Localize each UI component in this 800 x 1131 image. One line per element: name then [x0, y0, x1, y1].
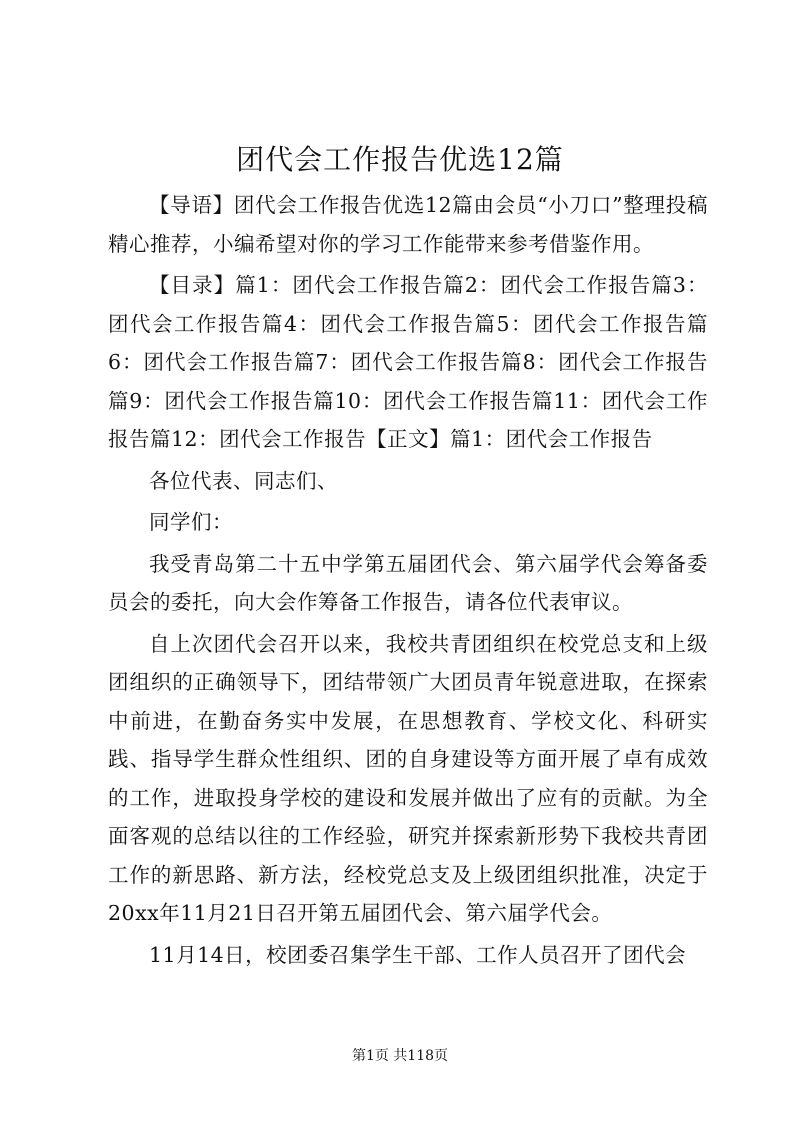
paragraph-intro: 【导语】团代会工作报告优选12篇由会员“小刀口”整理投稿精心推荐，小编希望对你的学习工作能带来参考借鉴作用。: [108, 193, 708, 256]
paragraph-salutation-1: 各位代表、同志们、: [149, 468, 338, 493]
paragraph-background: 自上次团代会召开以来，我校共青团组织在校党总支和上级团组织的正确领导下，团结带领广大团员青年锐意进取，在探索中前进，在勤奋务实中发展，在思想教育、学校文化、科研实践、指导学生群众性组织、团的自身建设等方面开展了卓有成效的工作，进取投身学校的建设和发展并做出了应有的贡献。为全面客观的总结以往的工作经验，研究并探索新形势下我校共青团工作的新思路、新方法，经校党总支及上级团组织批准，决定于20xx年11月21日召开第五届团代会、第六届学代会。: [108, 631, 708, 925]
document-title: 团代会工作报告优选12篇: [236, 143, 564, 176]
paragraph-report-purpose: 我受青岛第二十五中学第五届团代会、第六届学代会筹备委员会的委托，向大会作筹备工作报告，请各位代表审议。: [108, 551, 708, 614]
paragraph-salutation-2: 同学们：: [149, 510, 233, 534]
document-body: [108, 186, 708, 977]
paragraph-meeting: 11月14日，校团委召集学生干部、工作人员召开了团代会: [149, 942, 687, 967]
page-number: 第1页 共118页: [351, 1048, 449, 1064]
paragraph-contents: 【目录】篇1：团代会工作报告篇2：团代会工作报告篇3：团代会工作报告篇4：团代会工作报告篇5：团代会工作报告篇6：团代会工作报告篇7：团代会工作报告篇8：团代会工作报告篇9：团代会工作报告篇10：团代会工作报告篇11：团代会工作报告篇12：团代会工作报告【正文】篇1：团代会工作报告: [108, 273, 708, 451]
